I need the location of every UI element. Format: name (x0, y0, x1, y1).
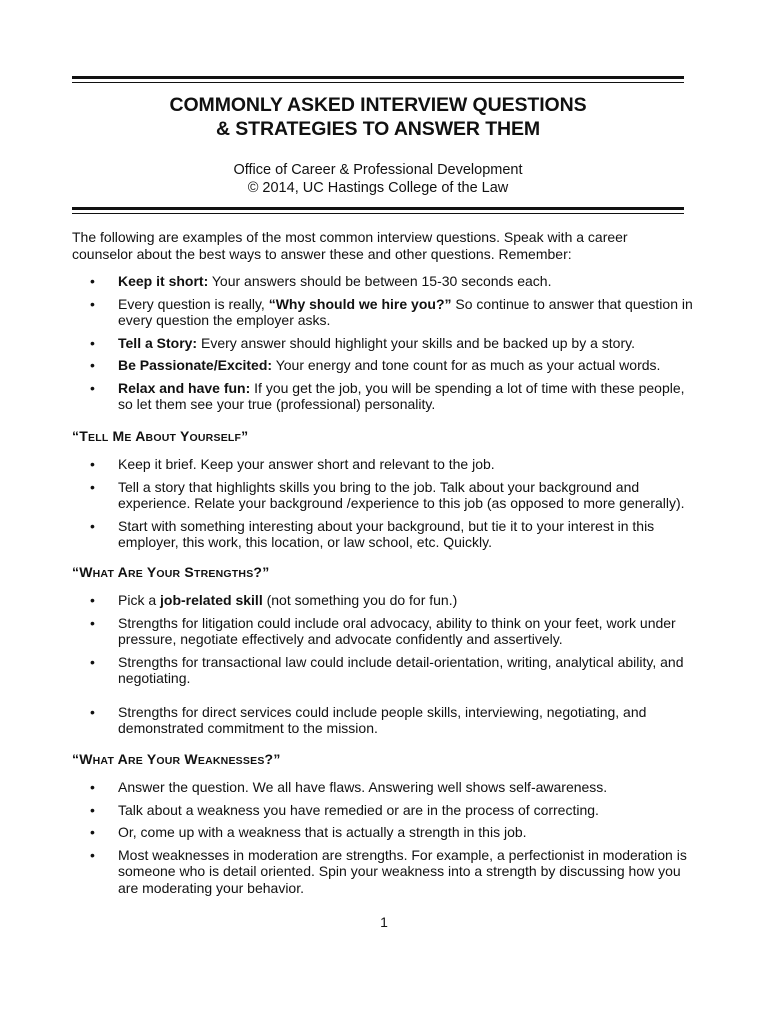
intro-paragraph: The following are examples of the most common interview questions. Speak with a career counselor about the best ways to answer these and other questions. Remember: (72, 229, 628, 262)
list-item: • Most weaknesses in moderation are strengths. For example, a perfectionist in moderation is someone who is detail oriented. Spin your weakness into a strength by discussing how you are moderating your behavior. (90, 847, 702, 897)
item-text: Your answers should be between 15-30 seconds each. (208, 273, 552, 289)
document-title (72, 93, 684, 141)
section-heading-tell-me (72, 428, 248, 447)
item-text: So continue to answer that question in every question the employer asks. (118, 295, 693, 328)
list-item: • Strengths for direct services could include people skills, interviewing, negotiating, and demonstrated commitment to the mission. (90, 704, 702, 737)
list-item: • Answer the question. We all have flaws. Answering well shows self-awareness. (90, 779, 702, 796)
list-item (90, 380, 702, 413)
section-heading-strengths (72, 564, 269, 583)
list-item: • Strengths for litigation could include oral advocacy, ability to think on your feet, work under pressure, negotiate effectively and advocate confidently and assertively. (90, 615, 702, 648)
item-text: (not something you do for fun.) (262, 592, 458, 608)
office-name: Office of Career & Professional Development (233, 162, 523, 178)
section-heading-weaknesses (72, 751, 281, 770)
document-subtitle (72, 162, 684, 197)
top-double-rule (72, 76, 684, 83)
item-text: If you get the job, you will be spending a lot of time with these people, so let them see your true (professional) personality. (118, 379, 685, 412)
tell-me-list (90, 456, 702, 551)
remember-list (90, 273, 702, 413)
list-item: • Or, come up with a weakness that is actually a strength in this job. (90, 824, 702, 841)
bold-lead: Tell a Story: (118, 334, 198, 351)
bold-lead: Relax and have fun: (118, 379, 251, 396)
list-item (90, 592, 702, 609)
list-item (90, 335, 702, 352)
list-item: • Start with something interesting about your background, but tie it to your interest in this employer, this work, this location, or law school, etc. Quickly. (90, 518, 702, 551)
title-line-2: & STRATEGIES TO ANSWER THEM (215, 118, 541, 140)
list-item: • Tell a story that highlights skills you bring to the job. Talk about your background and experience. Relate your background /experience to this job (as opposed to more generally). (90, 479, 702, 512)
item-text: Your energy and tone count for as much as your actual words. (272, 357, 661, 373)
bold-lead: Be Passionate/Excited: (118, 357, 273, 373)
bold-lead: job-related skill (160, 592, 263, 608)
list-item (90, 357, 702, 374)
list-item (90, 296, 702, 329)
heading-text: “WHAT ARE YOUR STRENGTHS?” (72, 564, 270, 580)
item-text: Every question is really, (118, 295, 269, 312)
heading-text: “TELL ME ABOUT YOURSELF” (72, 428, 249, 444)
strengths-list (90, 592, 702, 737)
list-item (90, 273, 702, 290)
item-text: Every answer should highlight your skills and be backed up by a story. (197, 334, 635, 351)
list-item: • Strengths for transactional law could include detail-orientation, writing, analytical ability, and negotiating. (90, 654, 702, 687)
title-line-1: COMMONLY ASKED INTERVIEW QUESTIONS (169, 94, 587, 116)
weaknesses-list (90, 779, 702, 896)
heading-text: “WHAT ARE YOUR WEAKNESSES?” (72, 751, 281, 767)
item-text: Pick a (118, 592, 161, 608)
list-item: • Talk about a weakness you have remedied or are in the process of correcting. (90, 802, 702, 819)
bold-lead: “Why should we hire you?” (268, 295, 452, 312)
bold-lead: Keep it short: (118, 273, 209, 289)
list-item: • Keep it brief. Keep your answer short and relevant to the job. (90, 456, 702, 473)
copyright-line: © 2014, UC Hastings College of the Law (247, 179, 509, 196)
page-number: 1 (380, 914, 388, 930)
header-bottom-double-rule (72, 207, 684, 214)
